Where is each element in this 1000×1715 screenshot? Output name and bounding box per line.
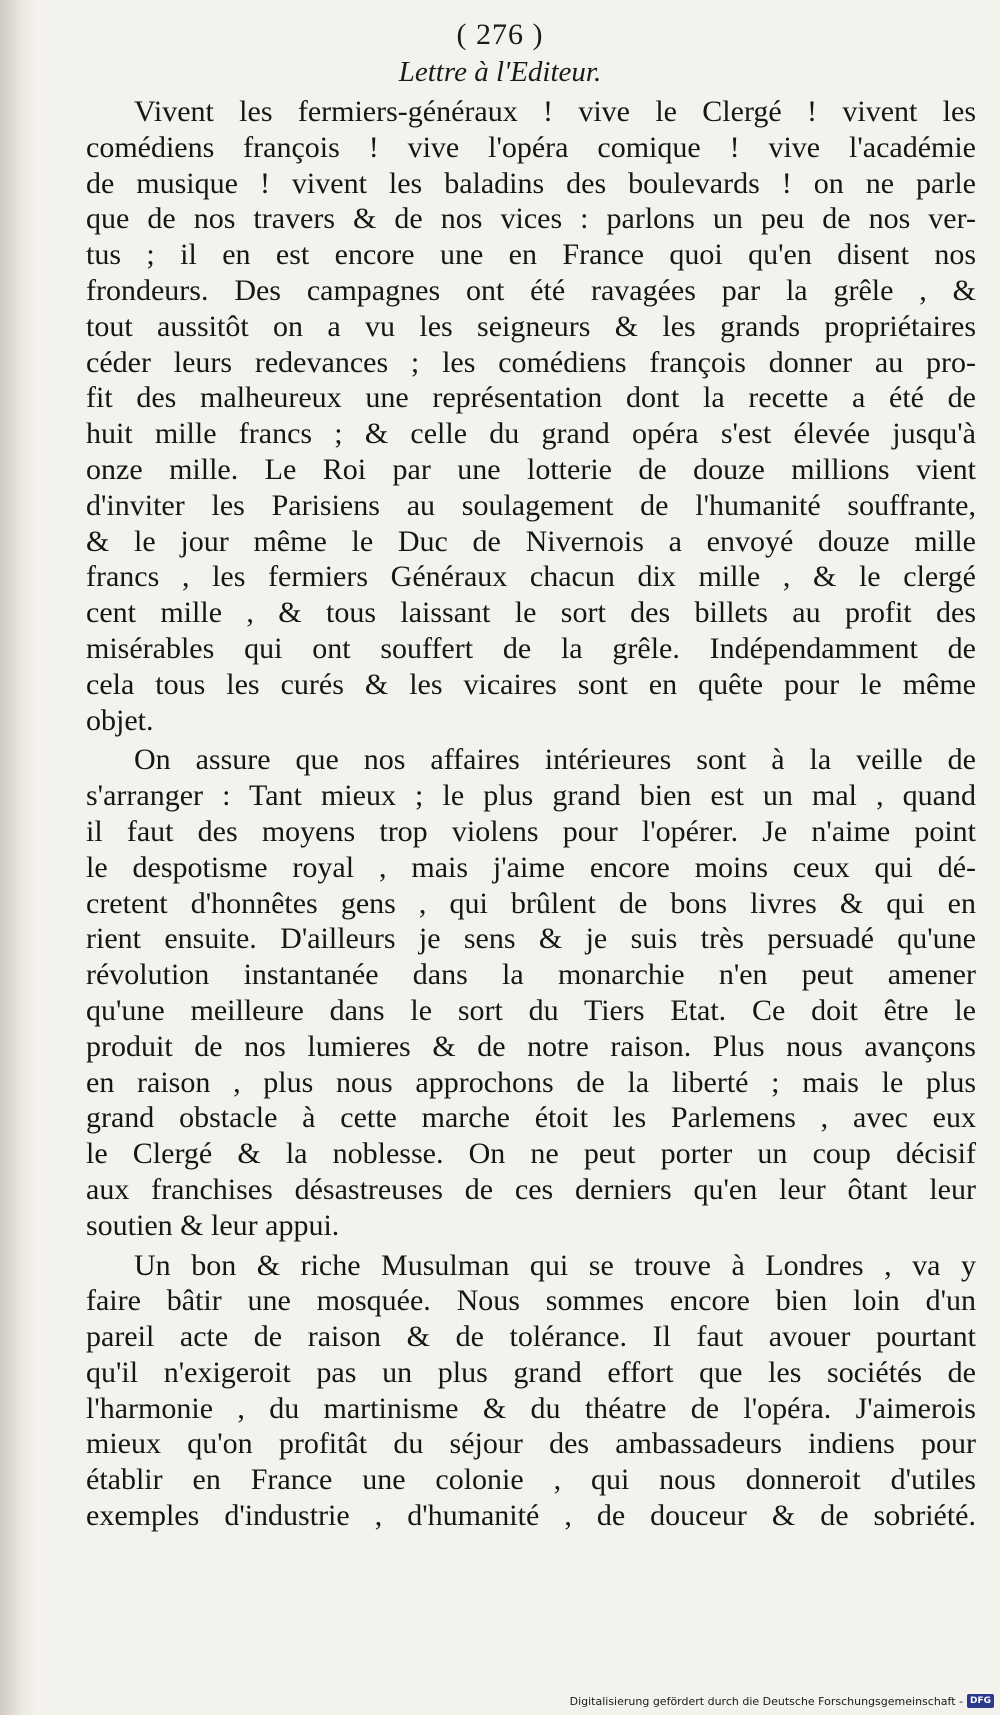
text-line: Vivent les fermiers-généraux ! vive le Clergé ! vivent les [134,95,976,128]
footer-credit-text: Digitalisierung gefördert durch die Deutsche Forschungsgemeinschaft - [569,1694,963,1708]
text-line: soutien & leur appui. [86,1208,340,1242]
text-line: tus ; il en est encore une en France quoi qu'en disent nos [86,238,976,272]
text-line: exemples d'industrie , d'humanité , de douceur & de sobriété. [86,1499,976,1533]
text-line: grand obstacle à cette marche étoit les Parlemens , avec eux [86,1101,976,1135]
text-line: francs , les fermiers Généraux chacun dix mille , & le clergé [86,560,976,594]
text-line: produit de nos lumieres & de notre raison. Plus nous avançons [86,1029,976,1063]
body-text [86,94,976,1534]
page-number: ( 276 ) [456,18,544,51]
text-line: On assure que nos affaires intérieures sont à la veille de [134,743,976,777]
text-line: Un bon & riche Musulman qui se trouve à Londres , va y [134,1248,976,1282]
text-line: comédiens françois ! vive l'opéra comique ! vive l'académie [86,130,976,164]
text-line: céder leurs redevances ; les comédiens françois donner au pro- [86,345,976,379]
text-line: pareil acte de raison & de tolérance. Il faut avouer pourtant [86,1320,976,1354]
text-line: s'arranger : Tant mieux ; le plus grand bien est un mal , quand [86,779,976,813]
text-line: huit mille francs ; & celle du grand opéra s'est élevée jusqu'à [86,417,976,451]
digitization-footer [570,1693,994,1709]
text-line: misérables qui ont souffert de la grêle. Indépendamment de [86,631,976,665]
text-line: objet. [86,703,154,737]
text-line: cretent d'honnêtes gens , qui brûlent de bons livres & qui en [86,886,976,920]
text-line: frondeurs. Des campagnes ont été ravagées par la grêle , & [86,273,976,307]
text-line: le Clergé & la noblesse. On ne peut porter un coup décisif [86,1137,976,1171]
text-line: en raison , plus nous approchons de la liberté ; mais le plus [86,1065,976,1099]
text-line: qu'il n'exigeroit pas un plus grand effort que les sociétés de [86,1355,976,1389]
text-line: mieux qu'on profitât du séjour des ambassadeurs indiens pour [86,1427,976,1461]
text-line: le despotisme royal , mais j'aime encore moins ceux qui dé- [86,850,976,884]
text-line: qu'une meilleure dans le sort du Tiers Etat. Ce doit être le [86,993,976,1027]
text-line: de musique ! vivent les baladins des boulevards ! on ne parle [86,166,976,200]
text-line: aux franchises désastreuses de ces derniers qu'en leur ôtant leur [86,1172,976,1206]
dfg-logo-icon: DFG [967,1694,994,1708]
text-line: établir en France une colonie , qui nous donneroit d'utiles [86,1463,976,1497]
text-line: que de nos travers & de nos vices : parlons un peu de nos ver- [86,202,976,236]
text-line: faire bâtir une mosquée. Nous sommes encore bien loin d'un [86,1284,976,1318]
text-line: cela tous les curés & les vicaires sont en quête pour le même [86,667,976,701]
text-line: d'inviter les Parisiens au soulagement de l'humanité souffrante, [86,488,976,522]
text-line: révolution instantanée dans la monarchie n'en peut amener [86,958,976,992]
text-line: rient ensuite. D'ailleurs je sens & je suis très persuadé qu'une [86,922,976,956]
text-line: tout aussitôt on a vu les seigneurs & les grands propriétaires [86,309,976,343]
text-line: onze mille. Le Roi par une lotterie de douze millions vient [86,452,976,486]
text-line: & le jour même le Duc de Nivernois a envoyé douze mille [86,524,976,558]
page-gutter-shadow [0,0,36,1715]
text-line: cent mille , & tous laissant le sort des billets au profit des [86,596,976,630]
running-title: Lettre à l'Editeur. [398,56,602,88]
text-line: l'harmonie , du martinisme & du théatre de l'opéra. J'aimerois [86,1391,976,1425]
text-line: fit des malheureux une représentation dont la recette a été de [86,381,976,415]
text-line: il faut des moyens trop violens pour l'opérer. Je n'aime point [86,814,976,848]
